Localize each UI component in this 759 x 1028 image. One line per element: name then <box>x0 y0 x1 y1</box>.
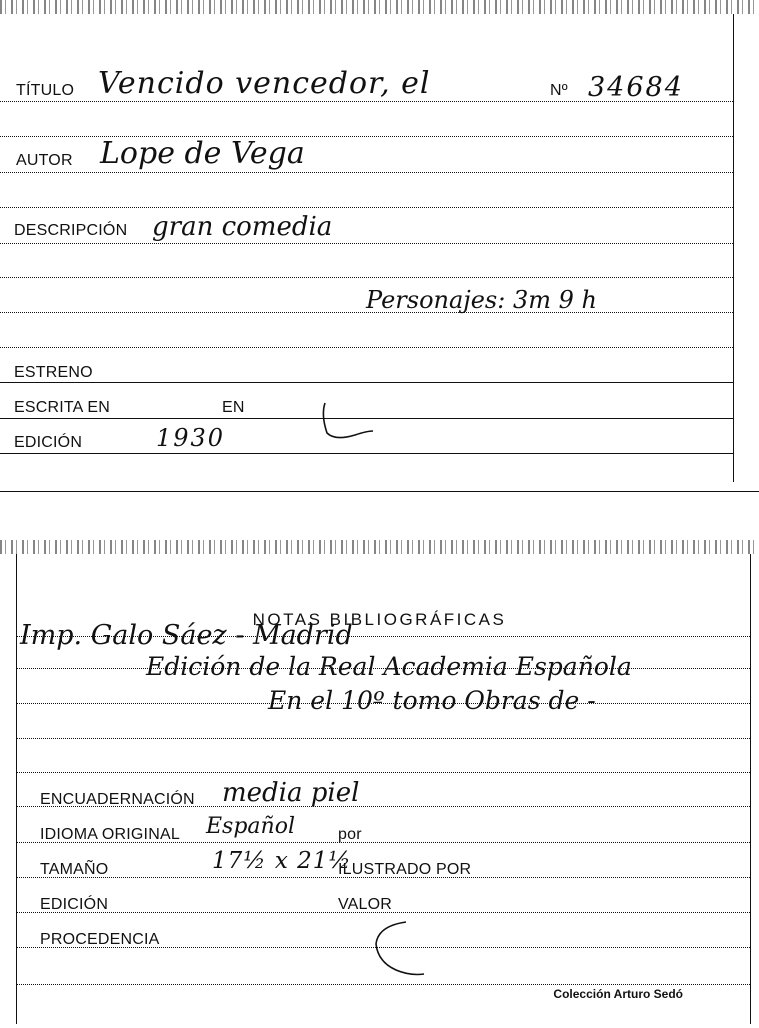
card-bottom-edge <box>0 491 759 492</box>
rule <box>16 984 750 985</box>
ink-mark <box>315 395 385 445</box>
card-right-edge <box>733 14 734 482</box>
catalog-card-front <box>0 0 759 492</box>
estreno-label: ESTRENO <box>14 364 93 381</box>
tamano-value: 17½ x 21½ <box>212 848 352 874</box>
procedencia-label: PROCEDENCIA <box>40 931 160 948</box>
torn-edge <box>0 540 759 554</box>
autor-value: Lope de Vega <box>100 136 305 171</box>
rule <box>16 738 750 739</box>
rule <box>0 382 733 383</box>
descripcion-value: gran comedia <box>152 212 333 242</box>
tamano-label: TAMAÑO <box>40 861 109 878</box>
en-label: EN <box>222 399 245 416</box>
numero-value: 34684 <box>588 72 684 103</box>
note-line-3: En el 10º tomo Obras de - <box>268 686 596 715</box>
encuadernacion-value: media piel <box>222 778 360 808</box>
rule <box>16 772 750 773</box>
rule <box>0 243 733 244</box>
torn-edge <box>0 0 759 14</box>
idioma-label: IDIOMA ORIGINAL <box>40 826 180 843</box>
rule <box>0 453 733 454</box>
edicion-label: EDICIÓN <box>40 896 109 913</box>
autor-label: AUTOR <box>16 152 73 169</box>
por-label: por <box>338 826 362 843</box>
notas-heading: NOTAS BIBLIOGRÁFICAS <box>252 610 507 629</box>
encuadernacion-label: ENCUADERNACIÓN <box>40 791 195 808</box>
ilustrado-label: ILUSTRADO POR <box>338 861 472 878</box>
rule <box>0 207 733 208</box>
rule <box>0 277 733 278</box>
collection-credit: Colección Arturo Sedó <box>553 987 683 1001</box>
descripcion-label: DESCRIPCIÓN <box>14 222 128 239</box>
edicion-value: 1930 <box>156 424 226 452</box>
ink-mark <box>366 918 436 980</box>
edicion-label: EDICIÓN <box>14 434 83 451</box>
personajes-value: Personajes: 3m 9 h <box>366 286 597 314</box>
titulo-value: Vencido vencedor, el <box>98 66 431 101</box>
numero-label: Nº <box>550 82 568 99</box>
valor-label: VALOR <box>338 896 393 913</box>
idioma-value: Español <box>206 814 295 839</box>
note-line-1: Imp. Galo Sáez - Madrid <box>20 620 353 651</box>
note-line-2: Edición de la Real Academia Española <box>146 652 632 681</box>
rule <box>0 172 733 173</box>
escrita-en-label: ESCRITA EN <box>14 399 110 416</box>
catalog-card-back <box>0 540 759 1028</box>
rule <box>0 347 733 348</box>
titulo-label: TÍTULO <box>16 82 75 99</box>
